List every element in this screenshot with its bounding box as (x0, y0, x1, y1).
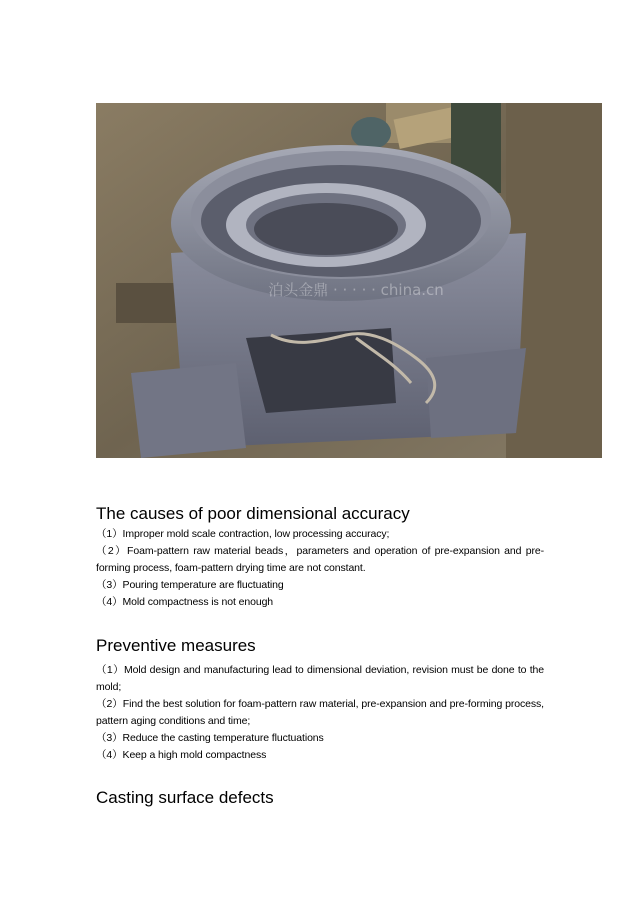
heading-preventive-measures: Preventive measures (96, 636, 256, 655)
list-item: （1）Improper mold scale contraction, low processing accuracy; (96, 528, 390, 540)
list-item: （4）Keep a high mold compactness (96, 749, 267, 761)
svg-text:泊头金鼎 · · · · · china.cn: 泊头金鼎 · · · · · china.cn (268, 281, 444, 299)
list-item: （1）Mold design and manufacturing lead to dimensional deviation, revision must be done to the mold; (96, 664, 544, 693)
list-item: （3）Reduce the casting temperature fluctuations (96, 732, 324, 744)
list-item: （2）Foam-pattern raw material beads，parameters and operation of pre-expansion and pre-forming process, foam-pattern drying time are not constant. (96, 545, 544, 574)
list-item: （2）Find the best solution for foam-pattern raw material, pre-expansion and pre-forming process, pattern aging conditions and time; (96, 698, 544, 727)
heading-dimensional-accuracy: The causes of poor dimensional accuracy (96, 504, 410, 523)
list-item: （4）Mold compactness is not enough (96, 596, 274, 608)
heading-surface-defects: Casting surface defects (96, 788, 274, 807)
measures-list (96, 662, 544, 764)
casting-photo (96, 103, 602, 458)
list-item: （3）Pouring temperature are fluctuating (96, 579, 284, 591)
causes-list (96, 526, 544, 611)
